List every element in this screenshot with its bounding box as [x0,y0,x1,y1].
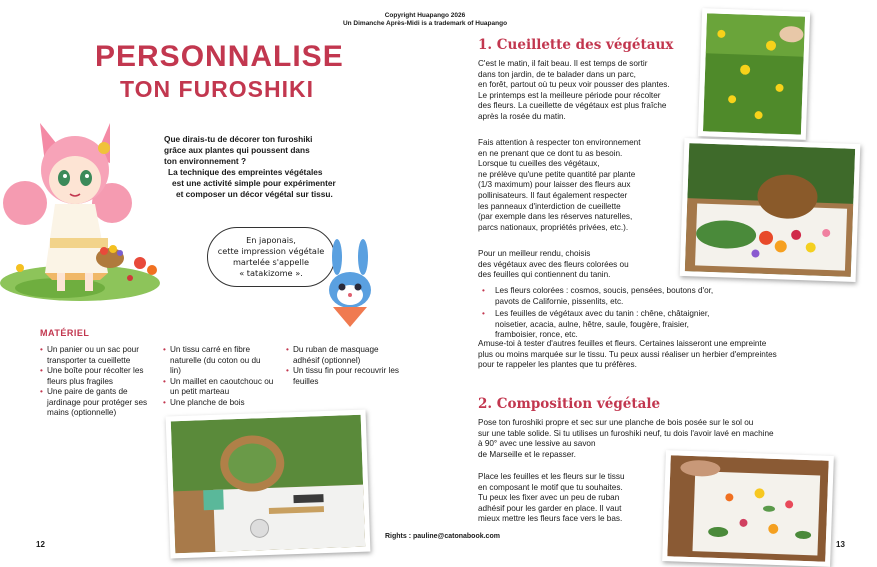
text-line: Tu peux les fixer avec un peu de ruban [478,493,620,503]
flower-photo [698,8,810,140]
text-line: Lorsque tu cueilles des végétaux, [478,159,600,169]
text-line: dans ton jardin, de te balader dans un parc, [478,69,636,79]
list-item: • Une boîte pour récolter les fleurs plus fragiles [40,366,155,387]
trademark-line: Un Dimanche Après-Midi is a trademark of Huapango [342,20,508,27]
list-item: • Un tissu fin pour recouvrir les feuilles [286,366,401,387]
materiel-list-col3 [286,345,406,387]
page-title-line1: PERSONNALISE [95,40,344,73]
text-line: pour te rappeler les plantes que tu préfères. [478,360,637,370]
composition-photo [662,450,834,567]
page-number-left: 12 [36,540,45,549]
section1-paragraph4 [478,339,777,371]
copyright [300,12,550,28]
text-line: ne prélève qu'une petite quantité par plante [478,169,636,179]
list-item: • Les feuilles de végétaux avec du tanin : chêne, châtaignier, noisetier, acacia, aulne, hêtre, saule, fougère, fraisier, framboisier, ronce, etc. [478,309,720,341]
list-item: • Un panier ou un sac pour transporter ta cueillette [40,345,147,366]
section2-title: 2. Composition végétale [478,396,661,412]
text-line: mieux mettre les fleurs face vers le bas. [478,514,623,524]
text-line: adhésif pour les garder en place. Il vaut [478,503,622,513]
rights-footer: Rights : pauline@catonabook.com [385,533,500,540]
intro-line: et composer un décor végétal sur tissu. [176,189,333,199]
list-item: • Un tissu carré en fibre naturelle (du coton ou du lin) [163,345,265,377]
text-line: (par exemple dans les réserves naturelles, [478,212,633,222]
text-line: à 90° avec une lessive au savon [478,439,596,449]
materiel-list-col1 [40,345,155,419]
text-line: Amuse-toi à tester d'autres feuilles et fleurs. Certaines laisseront une empreinte [478,339,767,348]
text-line: Place les feuilles et les fleurs sur le tissu [478,472,625,481]
text-line: de Marseille et le repasser. [478,449,576,459]
section1-bullets [478,286,720,343]
materiel-list-col2 [163,345,278,408]
list-item: • Un maillet en caoutchouc ou un petit marteau [163,377,278,398]
girl-character-illustration [0,108,170,308]
text-line: pollinisateurs. Il faut également respecter [478,190,628,200]
section1-title: 1. Cueillette des végétaux [478,37,674,53]
intro-line: est une activité simple pour expérimenter [172,178,336,188]
text-line: Le printemps est la meilleure période pour récolter [478,90,661,100]
bubble-line: cette impression végétale [217,246,325,256]
list-item: • Les fleurs colorées : cosmos, soucis, pensées, boutons d'or, pavots de Californie, pissenlits, etc. [478,286,720,307]
text-line: des végétaux avec des fleurs colorées ou [478,259,629,269]
text-line: (1/3 maximum) pour laisser des fleurs aux [478,180,631,190]
text-line: plus ou moins marquée sur le tissu. Tu peux aussi réaliser un herbier d'empreintes [478,349,777,359]
intro-line: grâce aux plantes qui poussent dans [164,145,310,155]
list-item: • Une paire de gants de jardinage pour protéger ses mains (optionnelle) [40,387,155,419]
text-line: Pour un meilleur rendu, choisis [478,249,591,258]
page-title-line2: TON FUROSHIKI [120,76,315,102]
bubble-line: « tatakizome ». [239,268,303,278]
intro-line: La technique des empreintes végétales [168,167,323,177]
section1-paragraph2 [478,138,640,233]
text-line: les panneaux d'interdiction de cueillette [478,201,621,211]
text-line: en forêt, partout où tu peux voir pousser des plantes. [478,80,670,90]
text-line: en ne prenant que ce dont tu as besoin. [478,148,623,158]
intro-line: ton environnement ? [164,156,247,166]
bubble-line: En japonais, [246,235,296,245]
section1-paragraph1 [478,59,670,123]
section1-paragraph3 [478,249,629,281]
text-line: Pose ton furoshiki propre et sec sur une planche de bois posée sur le sol ou [478,418,754,427]
copyright-line: Copyright Huapango 2026 [384,12,466,19]
text-line: des feuilles qui contiennent du tanin. [478,270,611,280]
bubble-line: martelée s'appelle [232,257,310,267]
blue-rabbit-mascot [325,235,375,330]
basket-photo [680,138,861,282]
materiel-title: MATÉRIEL [40,328,90,338]
text-line: Fais attention à respecter ton environnement [478,138,641,147]
intro-line: Que dirais-tu de décorer ton furoshiki [164,134,313,144]
page-number-right: 13 [836,540,845,549]
intro-text [164,134,364,200]
text-line: C'est le matin, il fait beau. Il est temps de sortir [478,59,648,68]
text-line: en composant le motif que tu souhaites. [478,482,623,492]
speech-bubble [207,227,335,287]
material-photo [166,410,371,559]
list-item: • Du ruban de masquage adhésif (optionnel) [286,345,406,366]
text-line: sur une table solide. Si tu utilises un furoshiki neuf, tu dois l'avoir lavé en machine [478,428,774,438]
list-item: • Une planche de bois [163,398,278,409]
text-line: des fleurs. La cueillette de végétaux est plus fraîche [478,101,667,111]
text-line: parcs nationaux, propriétés privées, etc.). [478,222,629,232]
text-line: après la rosée du matin. [478,111,566,121]
section2-paragraph2 [478,472,625,525]
